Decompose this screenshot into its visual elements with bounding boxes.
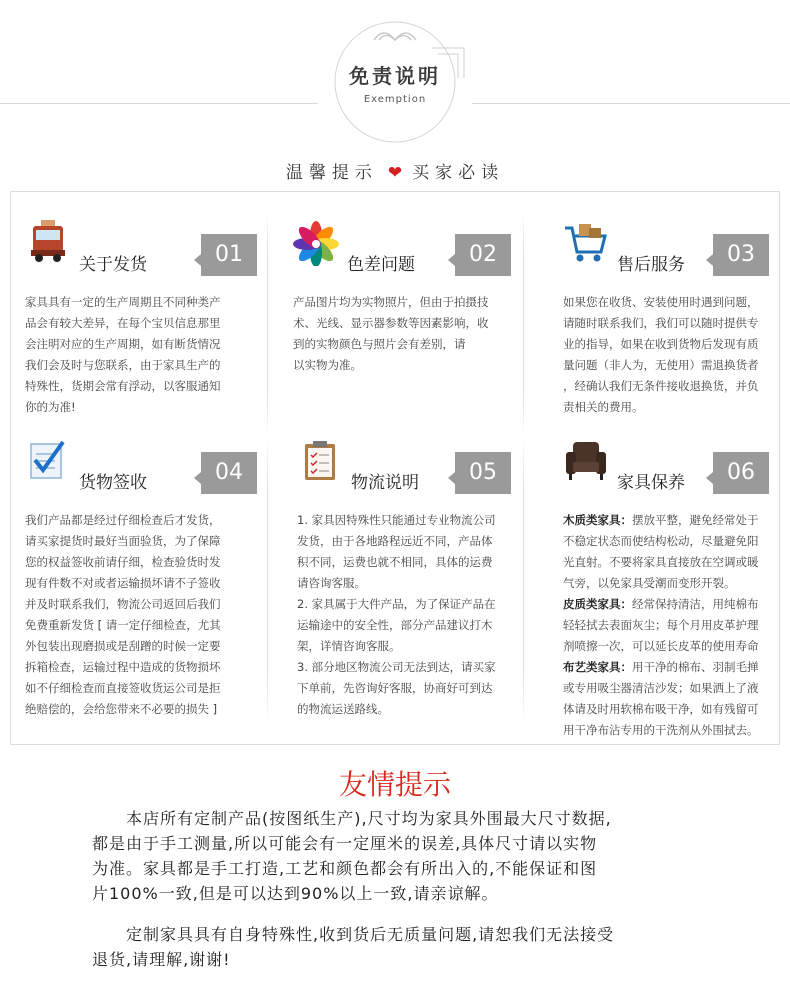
card-number: 01 (201, 234, 257, 276)
care-text: 不稳定状态而使结构松动，尽量避免阳 (563, 534, 759, 548)
care-text: 摆放平整，避免经常处于 (632, 513, 759, 527)
card-body (293, 292, 489, 376)
armchair-icon (563, 438, 609, 484)
card-title: 家具保养 (617, 473, 685, 493)
body-line: 下单前，先咨询好客服，协商好可到达 (297, 681, 493, 695)
care-text: 气旁，以免家具受潮而变形开裂。 (563, 576, 736, 590)
tip-line: 都是由于手工测量,所以可能会有一定厘米的误差,具体尺寸请以实物 (92, 834, 598, 853)
body-line (563, 657, 759, 678)
body-line: 拆箱检查，运输过程中造成的货物损坏 (25, 660, 221, 674)
card-receipt (25, 438, 257, 728)
card-logistics (297, 438, 511, 728)
divider (523, 436, 524, 726)
body-line: 我们产品都是经过仔细检查后才发货， (25, 513, 221, 527)
card-body (563, 292, 759, 418)
body-line: 如不仔细检查而直接签收货运公司是拒 (25, 681, 221, 695)
header-rule-right (472, 103, 790, 104)
card-title: 售后服务 (617, 255, 685, 275)
info-panel (10, 191, 780, 745)
card-number: 03 (713, 234, 769, 276)
card-number: 02 (455, 234, 511, 276)
card-title: 物流说明 (351, 473, 419, 493)
care-text: 经常保持清洁，用纯棉布 (632, 597, 759, 611)
body-line (563, 636, 759, 657)
body-line: 1. 家具因特殊性只能通过专业物流公司 (297, 513, 496, 527)
body-line (563, 678, 759, 699)
header-rule-left (0, 103, 318, 104)
care-text: 用干净的棉布、羽制毛掸 (632, 660, 759, 674)
body-line (563, 552, 759, 573)
card-body (563, 510, 759, 741)
body-line: 责相关的费用。 (563, 400, 644, 414)
care-text: 剂喷擦一次，可以延长皮革的使用寿命 (563, 639, 759, 653)
card-number: 05 (455, 452, 511, 494)
body-line: 发货，由于各地路程远近不同，产品体 (297, 534, 493, 548)
body-line: 现有件数不对或者运输损坏请不子签收 (25, 576, 221, 590)
body-line: 我们会及时与您联系，由于家具生产的 (25, 358, 221, 372)
card-title: 色差问题 (347, 255, 415, 275)
body-line (563, 573, 759, 594)
body-line (563, 510, 759, 531)
exemption-badge (322, 20, 468, 144)
care-text: 或专用吸尘器清洁沙发；如果洒上了液 (563, 681, 759, 695)
badge-subtitle: Exemption (363, 94, 427, 105)
body-line (563, 531, 759, 552)
care-text: 轻轻拭去表面灰尘；每个月用皮革护理 (563, 618, 759, 632)
tip-line: 片100%一致,但是可以达到90%以上一致,请亲谅解。 (92, 884, 499, 903)
body-line (563, 615, 759, 636)
body-line: 术、光线、显示器参数等因素影响，收 (293, 316, 489, 330)
body-line: 请随时联系我们，我们可以随时提供专 (563, 316, 759, 330)
body-line: 请买家提货时最好当面验货，为了保障 (25, 534, 221, 548)
card-body (25, 510, 221, 720)
body-line (563, 720, 759, 741)
tip-title: 友情提示 (338, 768, 451, 801)
care-text: 用干净布沾专用的干洗剂从外围拭去。 (563, 723, 759, 737)
body-line: 架，详情咨询客服。 (297, 639, 401, 653)
care-heading: 皮质类家具： (563, 597, 632, 611)
body-line: ，经确认我们无条件接收退换货，并负 (563, 379, 759, 393)
body-line: 如果您在收货、安装使用时遇到问题， (563, 295, 759, 309)
subtitle-left: 温馨提示 (285, 163, 378, 183)
tip-line: 为准。家具都是手工打造,工艺和颜色都会有所出入的,不能保证和图 (92, 859, 598, 878)
body-line (563, 699, 759, 720)
body-line: 量问题（非人为，无使用）需退换货者 (563, 358, 759, 372)
care-text: 体请及时用软棉布吸干净，如有残留可 (563, 702, 759, 716)
tip-paragraph-1 (92, 806, 712, 906)
card-body (297, 510, 496, 720)
subtitle (0, 158, 790, 183)
card-title: 关于发货 (79, 255, 147, 275)
checklist-icon (25, 438, 71, 484)
care-text: 光直射。不要将家具直接放在空调或暖 (563, 555, 759, 569)
care-heading: 布艺类家具： (563, 660, 632, 674)
card-body (25, 292, 221, 418)
tip-line: 定制家具具有自身特殊性,收到货后无质量问题,请恕我们无法接受 (92, 925, 615, 944)
body-line: 你的为准! (25, 400, 76, 414)
body-line: 会注明对应的生产周期，如有断货情况 (25, 337, 221, 351)
body-line: 请咨询客服。 (297, 576, 366, 590)
body-line: 产品图片均为实物照片，但由于拍摄技 (293, 295, 489, 309)
divider (267, 436, 268, 726)
body-line: 3. 部分地区物流公司无法到达，请买家 (297, 660, 496, 674)
card-number: 04 (201, 452, 257, 494)
body-line: 免费重新发货 [ 请一定仔细检查，尤其 (25, 618, 221, 632)
tip-paragraph-2 (92, 922, 712, 972)
body-line: 并及时联系我们，物流公司返回后我们 (25, 597, 221, 611)
color-wheel-icon (293, 220, 339, 266)
body-line: 的物流运送路线。 (297, 702, 389, 716)
divider (523, 210, 524, 438)
body-line (563, 594, 759, 615)
body-line: 家具具有一定的生产周期且不同种类产 (25, 295, 221, 309)
body-line: 您的权益签收前请仔细，检查验货时发 (25, 555, 221, 569)
card-title: 货物签收 (79, 473, 147, 493)
truck-icon (25, 220, 71, 266)
subtitle-right: 买家必读 (412, 163, 505, 183)
card-number: 06 (713, 452, 769, 494)
header (0, 0, 790, 150)
card-maintenance (563, 438, 769, 738)
card-after-sales (563, 220, 769, 420)
body-line: 绝赔偿的，会给您带来不必要的损失 ] (25, 702, 218, 716)
tip-line: 退货,请理解,谢谢! (92, 950, 231, 969)
body-line: 运输途中的安全性，部分产品建议打木 (297, 618, 493, 632)
body-line: 以实物为准。 (293, 358, 362, 372)
card-color-difference (293, 220, 511, 420)
badge-title: 免责说明 (349, 64, 441, 88)
body-line: 业的指导，如果在收到货物后发现有质 (563, 337, 759, 351)
divider (267, 210, 268, 438)
clipboard-icon (297, 438, 343, 484)
shopping-cart-icon (563, 220, 609, 266)
body-line: 2. 家具属于大件产品，为了保证产品在 (297, 597, 496, 611)
body-line: 外包装出现磨损或是刮蹭的时候一定要 (25, 639, 221, 653)
care-heading: 木质类家具： (563, 513, 632, 527)
body-line: 特殊性，货期会常有浮动，以客服通知 (25, 379, 221, 393)
body-line: 品会有较大差异，在每个宝贝信息那里 (25, 316, 221, 330)
heart-icon: ❤ (387, 163, 403, 183)
tip-line: 本店所有定制产品(按图纸生产),尺寸均为家具外围最大尺寸数据, (92, 809, 612, 828)
card-shipping (25, 220, 257, 420)
body-line: 到的实物颜色与照片会有差别，请 (293, 337, 466, 351)
body-line: 积不同，运费也就不相同，具体的运费 (297, 555, 493, 569)
